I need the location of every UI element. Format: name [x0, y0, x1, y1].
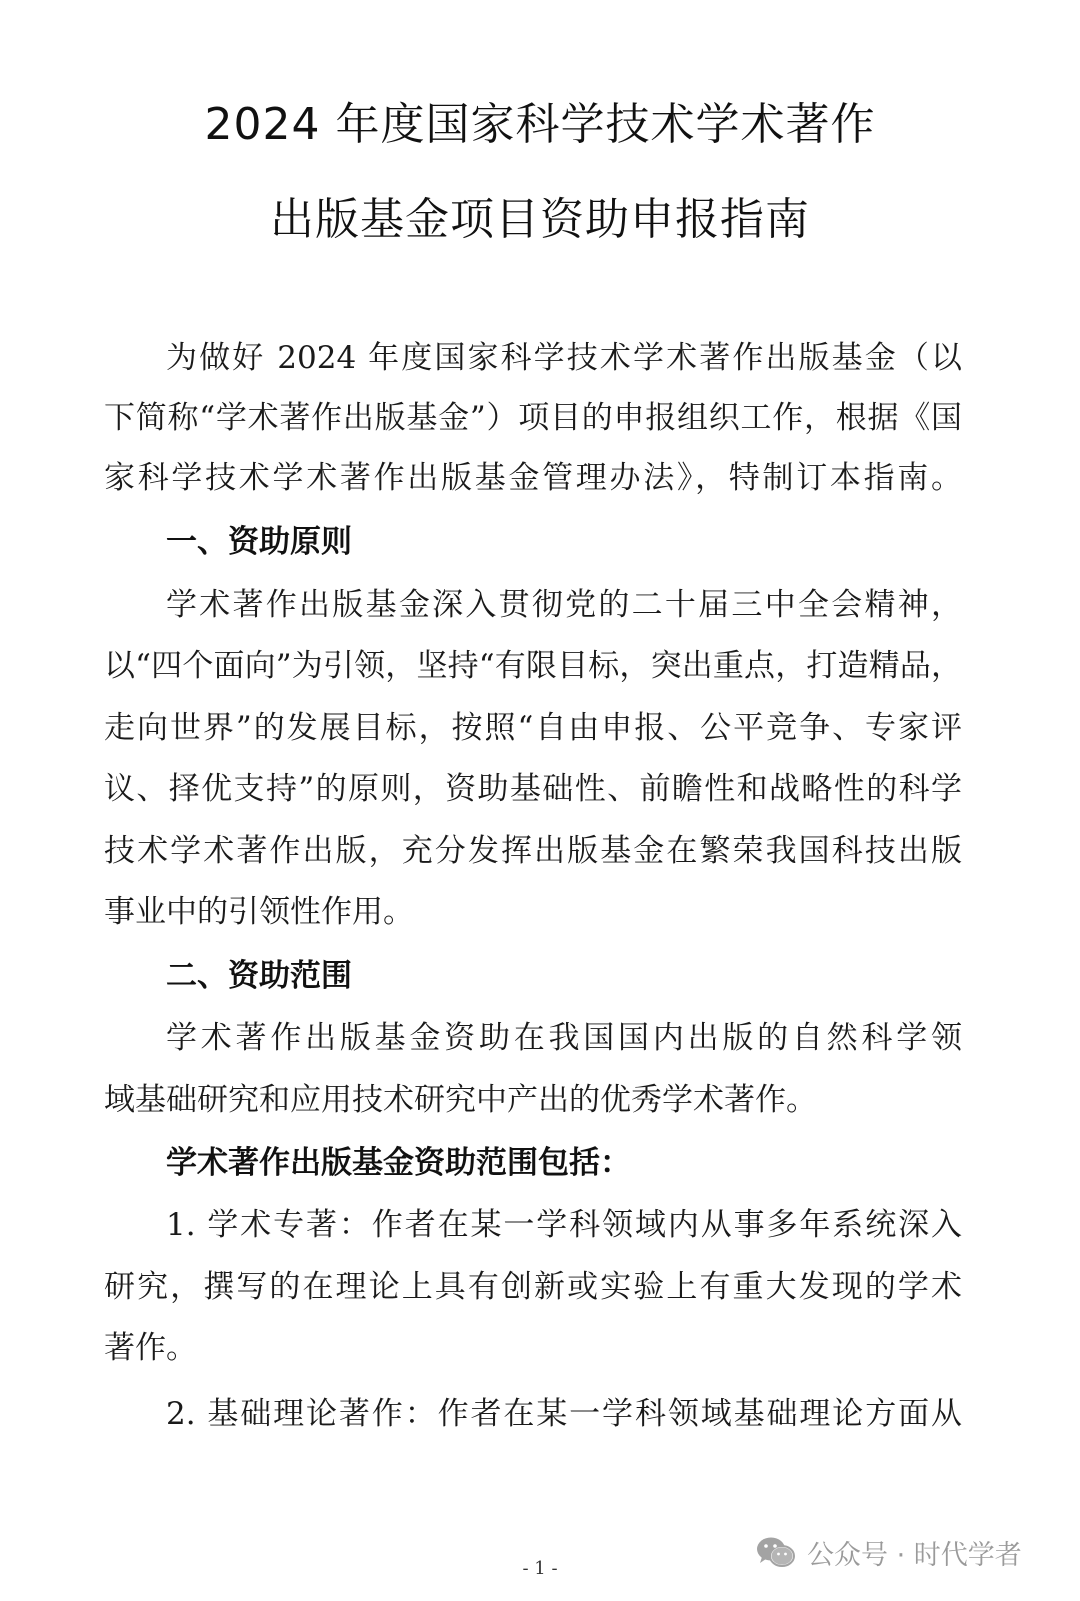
- document-title-line2: 出版基金项目资助申报指南: [270, 194, 810, 245]
- section1-line-6: 事业中的引领性作用。: [104, 894, 414, 930]
- section1-line-2: 以“四个面向”为引领，坚持“有限目标，突出重点，打造精品，: [104, 648, 962, 684]
- section1-line-4: 议、择优支持”的原则，资助基础性、前瞻性和战略性的科学: [104, 771, 962, 807]
- section1-line-5: 技术学术著作出版，充分发挥出版基金在繁荣我国科技出版: [104, 833, 962, 869]
- page-number: - 1 -: [522, 1558, 558, 1579]
- scope-heading: 学术著作出版基金资助范围包括：: [166, 1145, 631, 1181]
- section1-heading: 一、资助原则: [166, 524, 352, 560]
- section2-line-1: 学术著作出版基金资助在我国国内出版的自然科学领: [166, 1020, 962, 1056]
- item1-line-2: 研究，撰写的在理论上具有创新或实验上有重大发现的学术: [104, 1269, 962, 1305]
- section2-heading: 二、资助范围: [166, 958, 352, 994]
- item2-line-1: 2. 基础理论著作：作者在某一学科领域基础理论方面从: [166, 1396, 962, 1432]
- section2-line-2: 域基础研究和应用技术研究中产出的优秀学术著作。: [104, 1082, 817, 1118]
- document-title-line1: 2024 年度国家科学技术学术著作: [204, 99, 876, 150]
- intro-line-3: 家科学技术学术著作出版基金管理办法》，特制订本指南。: [104, 460, 962, 496]
- section1-line-1: 学术著作出版基金深入贯彻党的二十届三中全会精神，: [166, 587, 962, 623]
- watermark-text: 公众号 · 时代学者: [807, 1539, 1022, 1571]
- intro-line-1: 为做好 2024 年度国家科学技术学术著作出版基金（以: [166, 340, 962, 376]
- section1-line-3: 走向世界”的发展目标，按照“自由申报、公平竞争、专家评: [104, 710, 962, 746]
- intro-line-2: 下简称“学术著作出版基金”）项目的申报组织工作，根据《国: [104, 400, 962, 436]
- item1-line-3: 著作。: [104, 1330, 197, 1366]
- item1-line-1: 1. 学术专著：作者在某一学科领域内从事多年系统深入: [166, 1207, 962, 1243]
